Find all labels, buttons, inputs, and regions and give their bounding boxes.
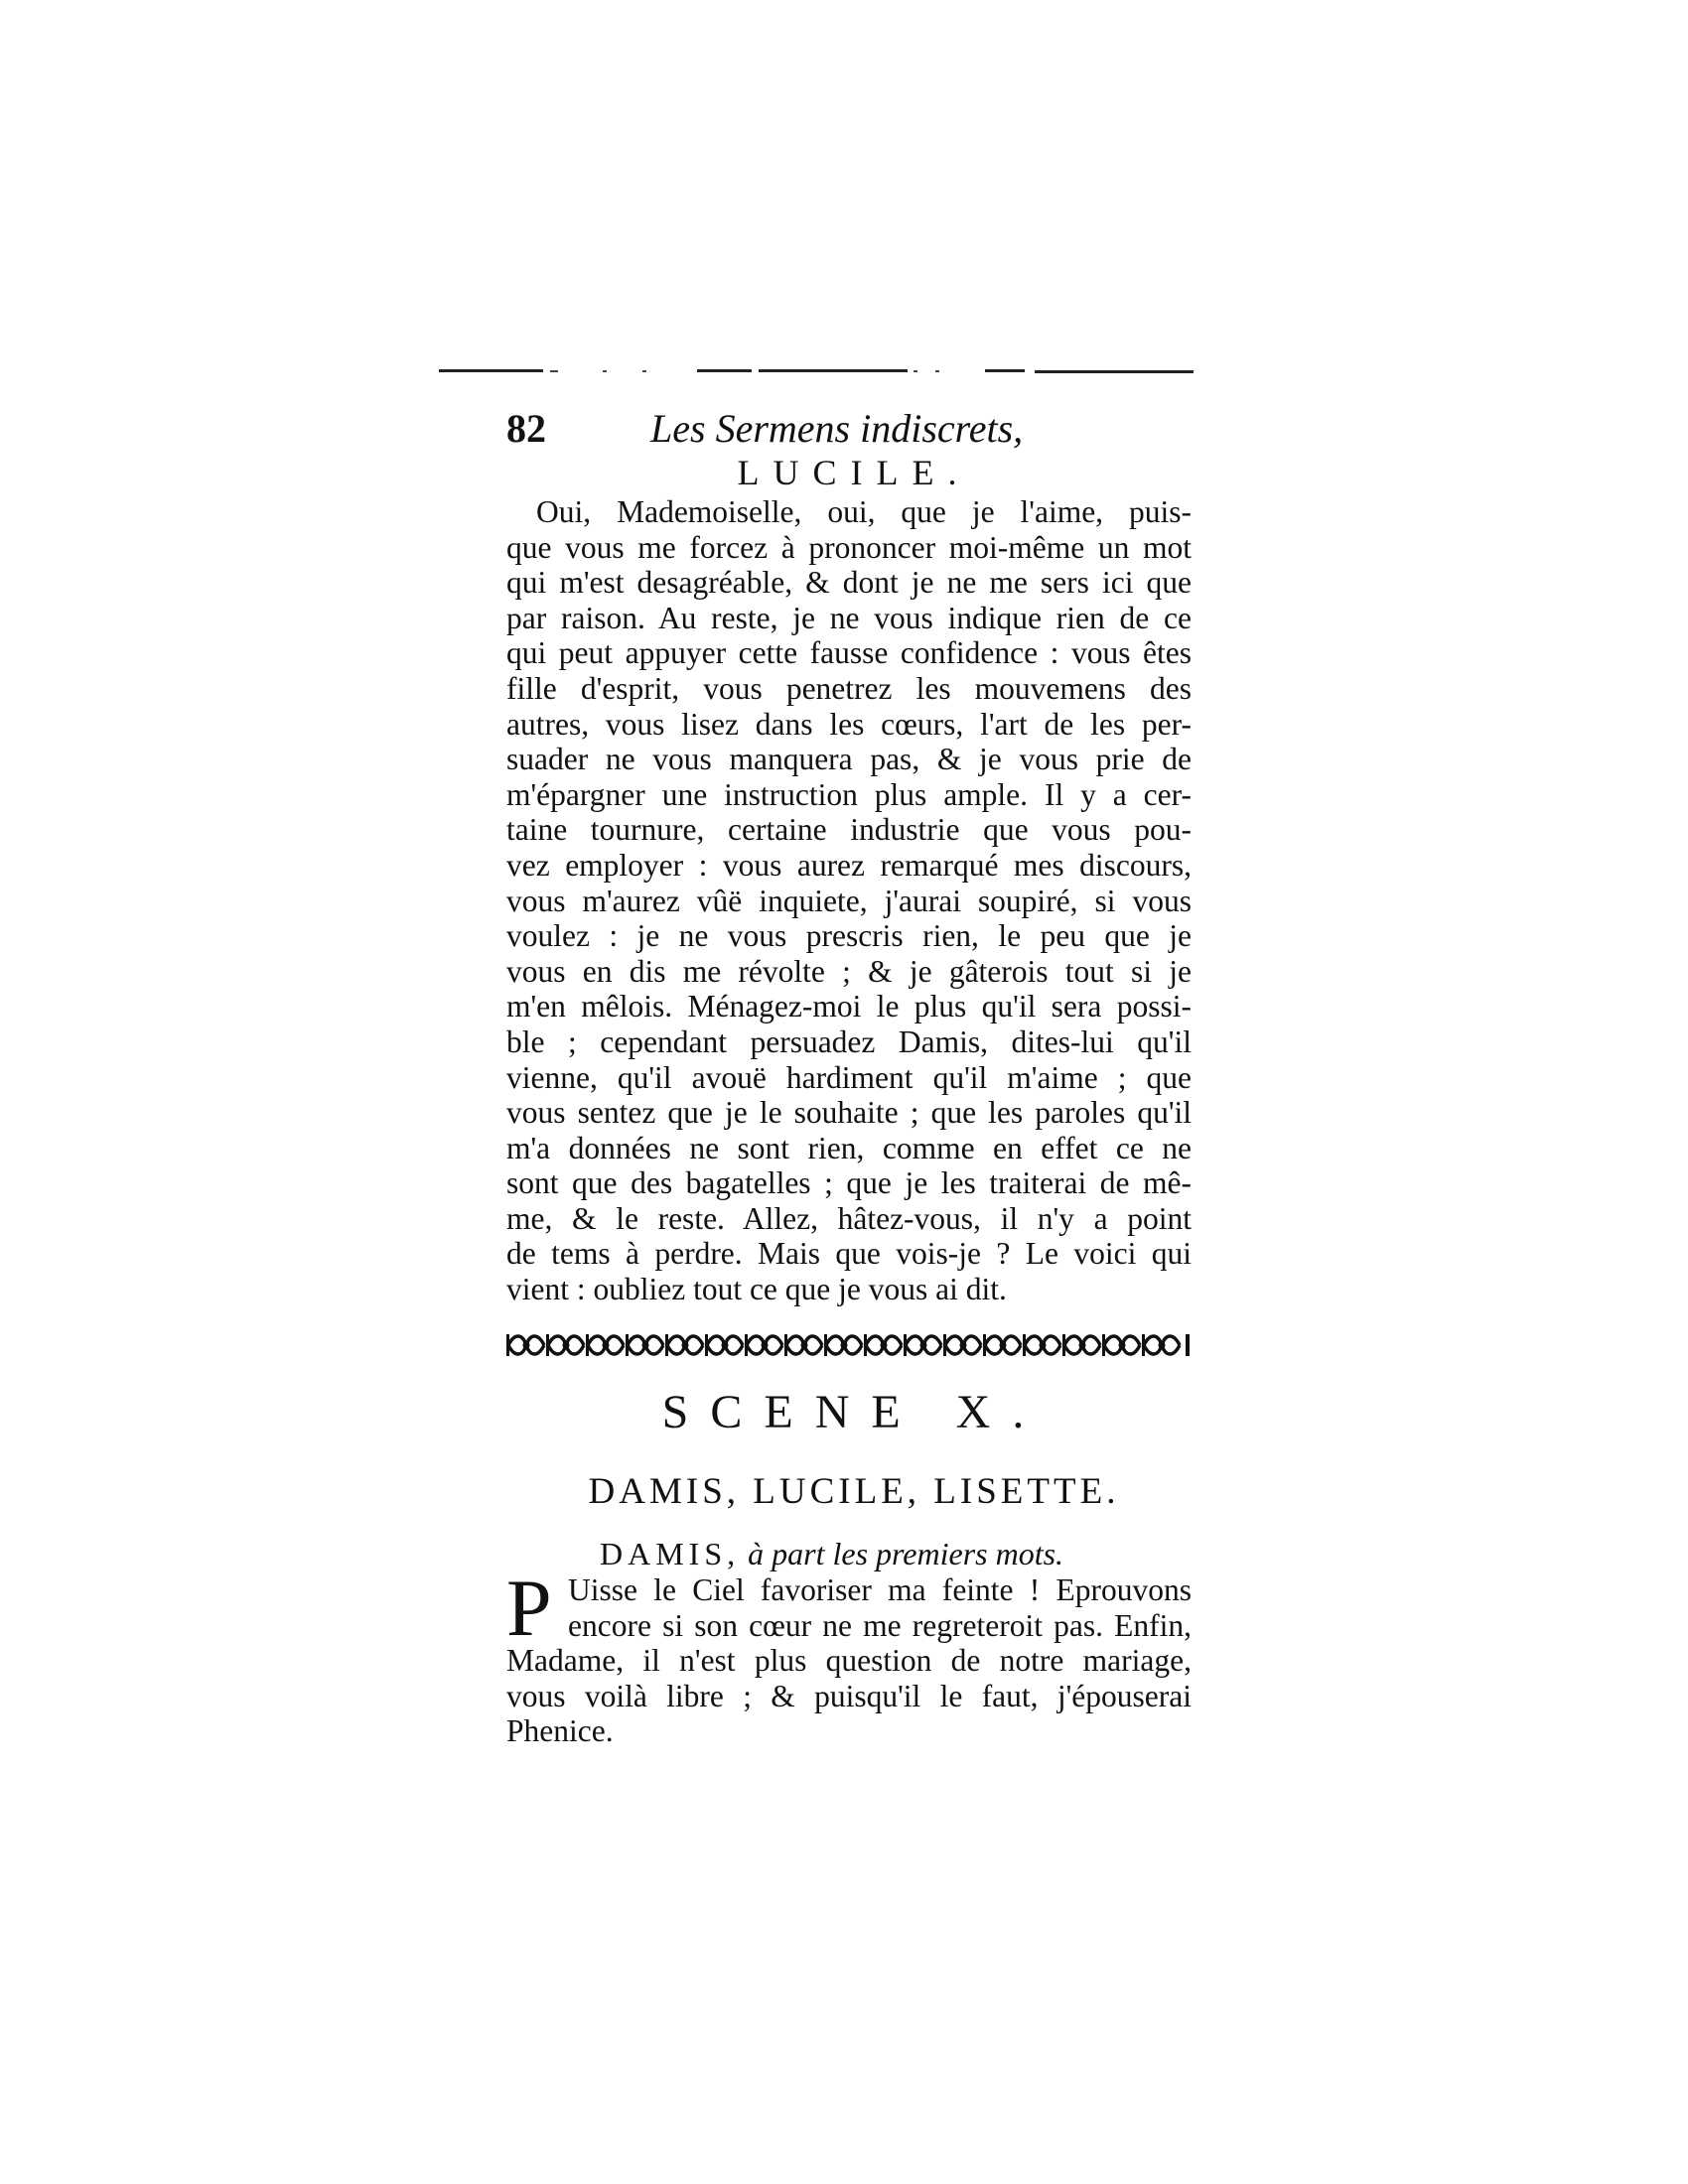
text-line: vous sentez que je le souhaite ; que les paroles qu'il bbox=[506, 1095, 1192, 1131]
page-number: 82 bbox=[506, 406, 546, 451]
text-line: ble ; cependant persuadez Damis, dites-lui qu'il bbox=[506, 1024, 1192, 1059]
scene-title: SCENE X. bbox=[661, 1386, 1047, 1438]
text-line: m'épargner une instruction plus ample. Il y a cer- bbox=[506, 776, 1192, 812]
text-line: Oui, Mademoiselle, oui, que je l'aime, puis- bbox=[536, 494, 1192, 529]
stage-direction: à part les premiers mots. bbox=[748, 1536, 1064, 1571]
speaker-name: DAMIS, bbox=[600, 1536, 741, 1571]
text-line: me, & le reste. Allez, hâtez-vous, il n'y a point bbox=[506, 1200, 1192, 1236]
text-line: Madame, il n'est plus question de notre mariage, bbox=[506, 1643, 1192, 1679]
text-line: m'a données ne sont rien, comme en effet ce ne bbox=[506, 1130, 1192, 1165]
speaker-heading: LUCILE. bbox=[737, 453, 971, 492]
text-line: fille d'esprit, vous penetrez les mouvemens des bbox=[506, 670, 1192, 706]
text-line: vous en dis me révolte ; & je gâterois tout si je bbox=[506, 953, 1192, 989]
text-line: vous m'aurez vûë inquiete, j'aurai soupiré, si vous bbox=[506, 883, 1192, 918]
speech-damis bbox=[506, 1572, 1192, 1749]
text-line: encore si son cœur ne me regreteroit pas. Enfin, bbox=[568, 1607, 1192, 1643]
ornamental-border bbox=[506, 1330, 1192, 1360]
text-line: suader ne vous manquera pas, & je vous prie de bbox=[506, 742, 1192, 777]
header-rule bbox=[439, 368, 1194, 374]
drop-cap-letter: P bbox=[506, 1563, 552, 1653]
text-line: m'en mêlois. Ménagez-moi le plus qu'il sera possi- bbox=[506, 989, 1192, 1024]
text-line: vienne, qu'il avouë hardiment qu'il m'aime ; que bbox=[506, 1059, 1192, 1095]
text-line: qui peut appuyer cette fausse confidence : vous êtes bbox=[506, 635, 1192, 671]
text-line: sont que des bagatelles ; que je les traiterai de mê- bbox=[506, 1165, 1192, 1201]
text-line: Phenice. bbox=[506, 1713, 614, 1749]
speaker-heading-damis bbox=[600, 1534, 1063, 1573]
running-title: Les Sermens indiscrets, bbox=[650, 406, 1024, 451]
text-line: par raison. Au reste, je ne vous indique rien de ce bbox=[506, 600, 1192, 635]
speech-lucile bbox=[506, 494, 1192, 1307]
scene-characters: DAMIS, LUCILE, LISETTE. bbox=[588, 1471, 1120, 1512]
text-line: Uisse le Ciel favoriser ma feinte ! Eprouvons bbox=[568, 1572, 1192, 1607]
text-line: voulez : je ne vous prescris rien, le peu que je bbox=[506, 918, 1192, 954]
text-line: vous voilà libre ; & puisqu'il le faut, j'épouserai bbox=[506, 1678, 1192, 1713]
text-line: vez employer : vous aurez remarqué mes discours, bbox=[506, 847, 1192, 883]
text-line: que vous me forcez à prononcer moi-même un mot bbox=[506, 529, 1192, 565]
text-line: qui m'est desagréable, & dont je ne me sers ici que bbox=[506, 565, 1192, 601]
text-line: de tems à perdre. Mais que vois-je ? Le voici qui bbox=[506, 1236, 1192, 1272]
text-line: vient : oubliez tout ce que je vous ai dit. bbox=[506, 1272, 1007, 1307]
text-line: taine tournure, certaine industrie que vous pou- bbox=[506, 812, 1192, 848]
page-header bbox=[506, 401, 1201, 457]
text-line: autres, vous lisez dans les cœurs, l'art de les per- bbox=[506, 706, 1192, 742]
